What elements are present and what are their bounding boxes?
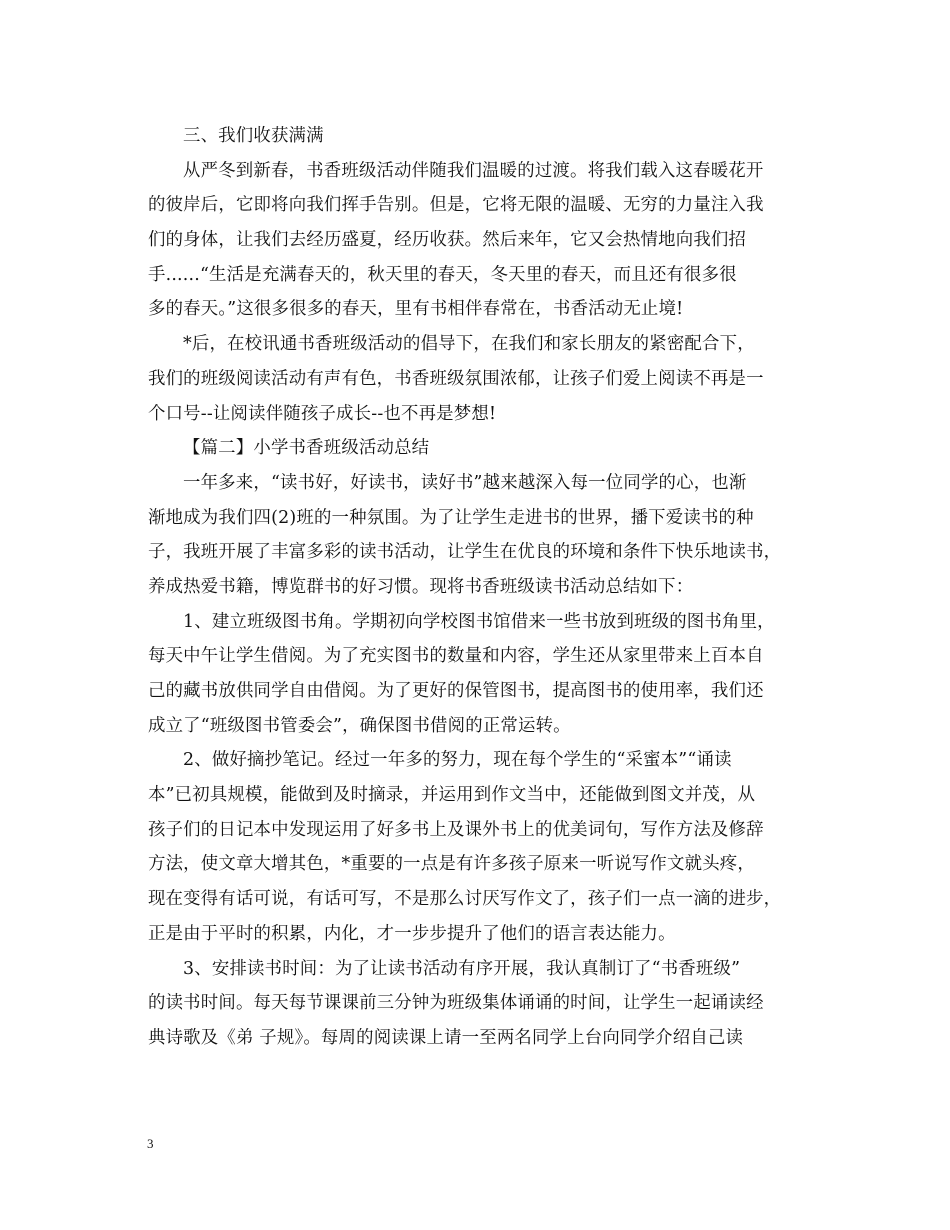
paragraph-line: 典诗歌及《弟 子规》。每周的阅读课上请一至两名同学上台向同学介绍自己读 bbox=[148, 1027, 744, 1048]
paragraph-line: 养成热爱书籍，博览群书的好习惯。现将书香班级读书活动总结如下： bbox=[148, 576, 694, 597]
paragraph-line: *后，在校讯通书香班级活动的倡导下，在我们和家长朋友的紧密配合下， bbox=[183, 334, 755, 355]
document-body bbox=[148, 119, 808, 1056]
paragraph-line: 己的藏书放供同学自由借阅。为了更好的保管图书，提高图书的使用率，我们还 bbox=[148, 681, 764, 701]
paragraph-line: 渐地成为我们四(2)班的一种氛围。为了让学生走进书的世界，播下爱读书的种 bbox=[148, 507, 754, 528]
paragraph-line: 我们的班级阅读活动有声有色，书香班级氛围浓郁，让孩子们爱上阅读不再是一 bbox=[148, 368, 764, 389]
paragraph-line: 的读书时间。每天每节课课前三分钟为班级集体诵诵的时间，让学生一起诵读经 bbox=[148, 993, 764, 1014]
paragraph-line: 们的身体，让我们去经历盛夏，经历收获。然后来年，它又会热情地向我们招 bbox=[148, 230, 747, 251]
paragraph-line: 每天中午让学生借阅。为了充实图书的数量和内容，学生还从家里带来上百本自 bbox=[148, 646, 764, 667]
paragraph-line: 方法，使文章大增其色，*重要的一点是有许多孩子原来一听说写作文就头疼， bbox=[148, 854, 755, 875]
paragraph-line: 子，我班开展了丰富多彩的读书活动，让学生在优良的环境和条件下快乐地读书， bbox=[148, 542, 782, 563]
paragraph-line: 多的春天。”这很多很多的春天，里有书相伴春常在，书香活动无止境! bbox=[148, 299, 684, 320]
paragraph-line: 1、建立班级图书角。学期初向学校图书馆借来一些书放到班级的图书角里， bbox=[183, 611, 775, 632]
paragraph-line: 现在变得有话可说，有话可写，不是那么讨厌写作文了，孩子们一点一滴的进步， bbox=[148, 889, 782, 910]
paragraph-line: 手......“生活是充满春天的，秋天里的春天，冬天里的春天，而且还有很多很 bbox=[148, 264, 737, 285]
page-number: 3 bbox=[147, 1136, 154, 1151]
paragraph-line: 2、做好摘抄笔记。经过一年多的努力，现在每个学生的“采蜜本”“诵读 bbox=[183, 750, 732, 771]
paragraph-line: 成立了“班级图书管委会”，确保图书借阅的正常运转。 bbox=[148, 715, 571, 736]
paragraph-line: 本”已初具规模，能做到及时摘录，并运用到作文当中，还能做到图文并茂，从 bbox=[148, 785, 756, 806]
paragraph-line: 从严冬到新春，书香班级活动伴随我们温暖的过渡。将我们载入这春暖花开 bbox=[183, 160, 764, 181]
paragraph-line: 的彼岸后，它即将向我们挥手告别。但是，它将无限的温暖、无穷的力量注入我 bbox=[148, 195, 764, 216]
section-heading: 三、我们收获满满 bbox=[183, 126, 324, 146]
paragraph-line: 3、安排读书时间：为了让读书活动有序开展，我认真制订了“书香班级” bbox=[183, 958, 741, 979]
paragraph-line: 个口号--让阅读伴随孩子成长--也不再是梦想! bbox=[148, 403, 497, 424]
section-heading: 【篇二】小学书香班级活动总结 bbox=[183, 438, 430, 459]
paragraph-line: 一年多来，“读书好，好读书，读好书”越来越深入每一位同学的心，也渐 bbox=[183, 472, 747, 493]
paragraph-line: 正是由于平时的积累，内化，才一步步提升了他们的语言表达能力。 bbox=[148, 923, 676, 944]
paragraph-line: 孩子们的日记本中发现运用了好多书上及课外书上的优美词句，写作方法及修辞 bbox=[148, 819, 764, 840]
